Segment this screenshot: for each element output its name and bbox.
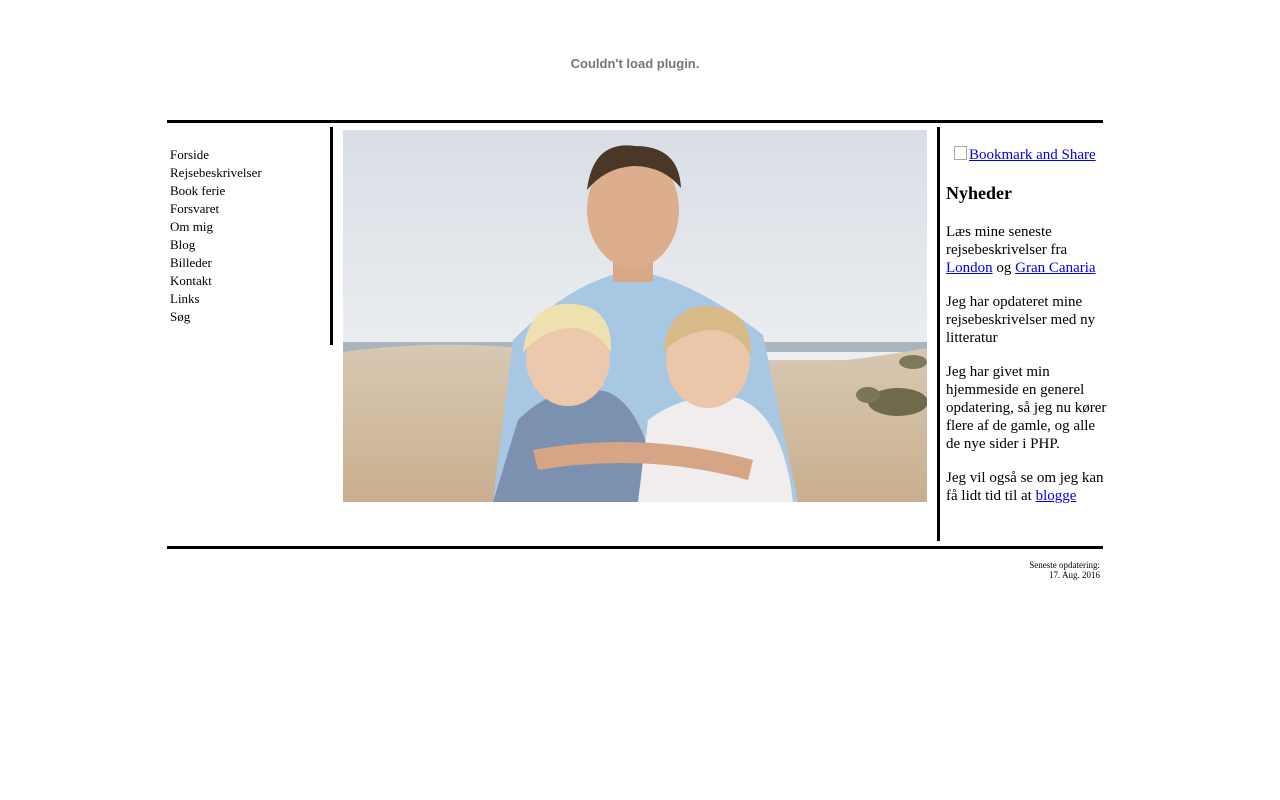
- news-item-literature: Jeg har opdateret mine rejsebeskrivelser med ny litteratur: [946, 294, 1096, 346]
- news-item-text: Læs mine seneste rejsebeskrivelser fra: [946, 224, 1068, 258]
- nav-item-blog[interactable]: [170, 236, 330, 254]
- family-photo: [343, 130, 927, 502]
- news-item-blog: [946, 469, 1111, 505]
- blogge-link[interactable]: blogge: [1035, 488, 1077, 504]
- nav-item-om-mig[interactable]: [170, 218, 330, 236]
- news-item-travel: [946, 223, 1111, 277]
- gran-canaria-link[interactable]: Gran Canaria: [1015, 260, 1096, 276]
- nav-link-kontakt[interactable]: Kontakt: [170, 273, 212, 288]
- last-updated-label: Seneste opdatering:: [1029, 560, 1100, 570]
- broken-image-icon: [954, 146, 967, 160]
- news-heading: Nyheder: [946, 183, 1012, 203]
- nav-item-forside[interactable]: [170, 146, 330, 164]
- last-updated: [1029, 560, 1100, 580]
- nav-link-forside[interactable]: Forside: [170, 147, 209, 162]
- news-sidebar: [937, 127, 1115, 541]
- bookmark-share-widget[interactable]: [954, 146, 1096, 164]
- bookmark-share-link[interactable]: [954, 147, 1096, 163]
- nav-item-sog[interactable]: [170, 308, 330, 326]
- nav-link-links[interactable]: Links: [170, 291, 200, 306]
- nav-link-om-mig[interactable]: Om mig: [170, 219, 213, 234]
- london-link[interactable]: London: [946, 260, 993, 276]
- nav-link-sog[interactable]: Søg: [170, 309, 191, 324]
- bottom-divider: [167, 546, 1103, 549]
- nav-link-forsvaret[interactable]: Forsvaret: [170, 201, 220, 216]
- news-item-text: og: [992, 260, 1016, 276]
- top-divider: [167, 120, 1103, 123]
- nav-link-blog[interactable]: Blog: [170, 237, 196, 252]
- nav-link-rejsebeskrivelser[interactable]: Rejsebeskrivelser: [170, 165, 262, 180]
- news-item-text: Jeg vil også se om jeg kan få lidt tid til at: [946, 470, 1104, 504]
- nav-item-billeder[interactable]: [170, 254, 330, 272]
- bookmark-share-label: Bookmark and Share: [969, 147, 1096, 163]
- nav-item-book-ferie[interactable]: [170, 182, 330, 200]
- nav-item-links[interactable]: [170, 290, 330, 308]
- news-item-update: Jeg har givet min hjemmeside en generel opdatering, så jeg nu kører flere af de gamle, og alle de nye sider i PHP.: [946, 364, 1107, 452]
- last-updated-date: 17. Aug. 2016: [1048, 570, 1100, 580]
- nav-item-kontakt[interactable]: [170, 272, 330, 290]
- nav-item-forsvaret[interactable]: [170, 200, 330, 218]
- nav-item-rejsebeskrivelser[interactable]: [170, 164, 330, 182]
- news-list: [946, 223, 1111, 521]
- nav-link-book-ferie[interactable]: Book ferie: [170, 183, 226, 198]
- plugin-error-message: Couldn't load plugin.: [570, 56, 700, 71]
- nav-link-billeder[interactable]: Billeder: [170, 255, 212, 270]
- main-navigation: [167, 127, 333, 345]
